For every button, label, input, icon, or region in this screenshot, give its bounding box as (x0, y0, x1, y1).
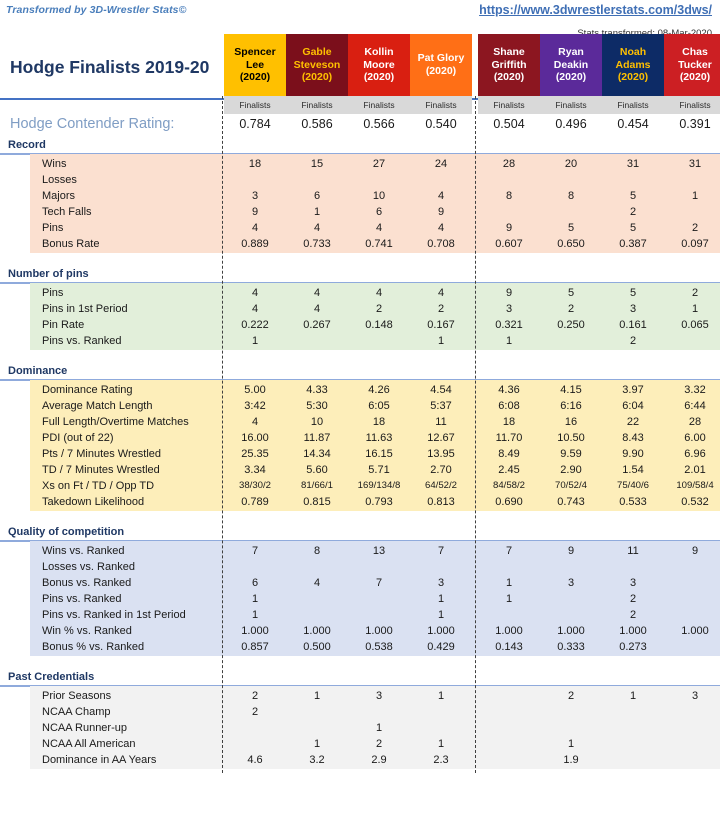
data-cell: 12.67 (427, 432, 455, 444)
data-cell: 5.71 (368, 464, 390, 476)
data-cell: 25.35 (241, 448, 269, 460)
data-cell: 1.000 (427, 625, 455, 637)
data-cell: 2 (375, 738, 383, 750)
data-cell: 4 (375, 222, 383, 234)
data-cell: 15 (310, 158, 324, 170)
column-subheader-7: Finalists (602, 96, 664, 114)
data-cell: 1 (437, 609, 445, 621)
data-cell: 1.000 (303, 625, 331, 637)
data-cell: 2.45 (498, 464, 520, 476)
data-cell: 0.532 (681, 496, 709, 508)
data-cell: 81/66/1 (300, 480, 333, 491)
data-cell: 1 (437, 738, 445, 750)
data-cell: 2 (629, 593, 637, 605)
data-cell: 6 (251, 577, 259, 589)
data-cell: 6.96 (684, 448, 706, 460)
data-cell: 4.54 (430, 384, 452, 396)
row-label: Bonus vs. Ranked (42, 577, 132, 589)
data-cell: 2 (437, 303, 445, 315)
wrestler-year: (2020) (239, 71, 271, 84)
data-cell: 2.01 (684, 464, 706, 476)
wrestler-last-name: Steveson (293, 58, 341, 71)
data-cell: 3.32 (684, 384, 706, 396)
data-cell: 3 (437, 577, 445, 589)
data-cell: 0.161 (619, 319, 647, 331)
data-cell: 1 (251, 609, 259, 621)
data-cell: 2.70 (430, 464, 452, 476)
data-cell: 5.60 (306, 464, 328, 476)
row-label: NCAA All American (42, 738, 136, 750)
wrestler-first-name: Kollin (364, 46, 394, 59)
data-cell: 2 (567, 690, 575, 702)
data-cell: 13 (372, 545, 386, 557)
row-label: Pins vs. Ranked (42, 593, 122, 605)
rating-value-1: 0.784 (239, 117, 271, 131)
row-label: Takedown Likelihood (42, 496, 145, 508)
data-cell: 8.43 (622, 432, 644, 444)
data-cell: 11.87 (303, 432, 331, 444)
row-label: Pins in 1st Period (42, 303, 128, 315)
data-cell: 3 (567, 577, 575, 589)
wrestler-last-name: Griffith (491, 58, 527, 71)
data-cell: 5 (567, 287, 575, 299)
data-cell: 2.3 (433, 754, 449, 766)
data-cell: 1 (437, 593, 445, 605)
row-label: Pts / 7 Minutes Wrestled (42, 448, 162, 460)
data-cell: 4.36 (498, 384, 520, 396)
data-cell: 22 (626, 416, 640, 428)
row-label: Tech Falls (42, 206, 92, 218)
data-cell: 31 (688, 158, 702, 170)
row-label: Losses (42, 174, 77, 186)
column-header-5[interactable] (478, 34, 540, 96)
data-cell: 6:16 (560, 400, 582, 412)
data-cell: 9 (567, 545, 575, 557)
data-cell: 8 (313, 545, 321, 557)
data-cell: 3 (629, 303, 637, 315)
row-label: Prior Seasons (42, 690, 112, 702)
wrestler-year: (2020) (679, 71, 711, 84)
data-cell: 9 (251, 206, 259, 218)
data-cell: 4 (437, 190, 445, 202)
data-cell: 11 (435, 416, 447, 428)
data-cell: 4 (313, 222, 321, 234)
section-label-number-of-pins: Number of pins (8, 268, 89, 280)
data-cell: 18 (502, 416, 516, 428)
rating-value-2: 0.586 (301, 117, 333, 131)
column-header-2[interactable] (286, 34, 348, 96)
data-cell: 1.54 (622, 464, 644, 476)
data-cell: 1 (437, 335, 445, 347)
data-cell: 1 (629, 690, 637, 702)
data-cell: 4.26 (368, 384, 390, 396)
data-cell: 0.148 (365, 319, 393, 331)
column-subheader-5: Finalists (478, 96, 540, 114)
data-cell: 4 (251, 416, 259, 428)
data-cell: 11.63 (365, 432, 393, 444)
data-cell: 2 (691, 222, 699, 234)
data-cell: 0.857 (241, 641, 269, 653)
data-cell: 4.6 (247, 754, 263, 766)
data-cell: 4 (375, 287, 383, 299)
brand-label: Transformed by 3D-Wrestler Stats© (6, 4, 187, 16)
row-label: PDI (out of 22) (42, 432, 114, 444)
data-cell: 1.000 (241, 625, 269, 637)
data-cell: 3 (251, 190, 259, 202)
rating-value-8: 0.391 (679, 117, 711, 131)
row-label: TD / 7 Minutes Wrestled (42, 464, 160, 476)
data-cell: 10 (310, 416, 324, 428)
wrestler-last-name: Lee (245, 58, 265, 71)
data-cell: 8.49 (498, 448, 520, 460)
wrestler-year: (2020) (493, 71, 525, 84)
rating-value-3: 0.566 (363, 117, 395, 131)
column-subheader-6: Finalists (540, 96, 602, 114)
data-cell: 70/52/4 (554, 480, 587, 491)
column-subheader-4: Finalists (410, 96, 472, 114)
column-subheader-2: Finalists (286, 96, 348, 114)
data-cell: 0.813 (427, 496, 455, 508)
data-cell: 1.000 (681, 625, 709, 637)
wrestler-year: (2020) (363, 71, 395, 84)
rating-value-5: 0.504 (493, 117, 525, 131)
data-cell: 0.733 (303, 238, 331, 250)
column-header-3[interactable] (348, 34, 410, 96)
data-cell: 18 (372, 416, 386, 428)
section-label-quality-of-competition: Quality of competition (8, 526, 125, 538)
data-cell: 6 (375, 206, 383, 218)
data-cell: 10 (372, 190, 386, 202)
data-cell: 16.00 (241, 432, 269, 444)
data-cell: 0.321 (495, 319, 523, 331)
data-cell: 2 (629, 206, 637, 218)
data-cell: 3 (505, 303, 513, 315)
data-cell: 0.815 (303, 496, 331, 508)
data-cell: 0.333 (557, 641, 585, 653)
section-label-past-credentials: Past Credentials (8, 671, 95, 683)
data-cell: 1 (505, 577, 513, 589)
column-group-divider-2 (475, 96, 476, 773)
data-cell: 0.650 (557, 238, 585, 250)
data-cell: 18 (248, 158, 262, 170)
data-cell: 8 (567, 190, 575, 202)
rating-value-4: 0.540 (425, 117, 457, 131)
data-cell: 5 (567, 222, 575, 234)
row-label: Dominance Rating (42, 384, 133, 396)
data-cell: 9.59 (560, 448, 582, 460)
row-label: Average Match Length (42, 400, 153, 412)
data-cell: 4.33 (306, 384, 328, 396)
wrestler-first-name: Ryan (558, 46, 584, 59)
data-cell: 1.000 (557, 625, 585, 637)
wrestler-year: (2020) (555, 71, 587, 84)
data-cell: 4 (251, 303, 259, 315)
data-cell: 2.90 (560, 464, 582, 476)
wrestler-year: (2020) (617, 71, 649, 84)
data-cell: 4 (251, 222, 259, 234)
data-cell: 0.607 (495, 238, 523, 250)
data-cell: 4 (437, 222, 445, 234)
data-cell: 7 (437, 545, 445, 557)
data-cell: 1 (375, 722, 383, 734)
data-cell: 2.9 (371, 754, 387, 766)
wrestler-last-name: Adams (615, 58, 651, 71)
data-cell: 1 (313, 690, 321, 702)
data-cell: 0.065 (681, 319, 709, 331)
column-header-7[interactable] (602, 34, 664, 96)
data-cell: 1 (251, 593, 259, 605)
data-cell: 0.889 (241, 238, 269, 250)
data-cell: 2 (629, 609, 637, 621)
wrestler-year: (2020) (301, 71, 333, 84)
section-label-record: Record (8, 139, 46, 151)
data-cell: 3.34 (244, 464, 266, 476)
data-cell: 0.222 (241, 319, 269, 331)
data-cell: 6:05 (368, 400, 390, 412)
data-cell: 3 (629, 577, 637, 589)
rating-value-7: 0.454 (617, 117, 649, 131)
data-cell: 31 (626, 158, 640, 170)
wrestler-first-name: Shane (493, 46, 525, 59)
row-label: Dominance in AA Years (42, 754, 157, 766)
site-url-link[interactable]: https://www.3dwrestlerstats.com/3dws/ (479, 3, 712, 17)
data-cell: 5 (629, 287, 637, 299)
data-cell: 3:42 (244, 400, 266, 412)
wrestler-first-name: Spencer (234, 46, 276, 59)
row-label: Wins (42, 158, 67, 170)
row-label: Losses vs. Ranked (42, 561, 135, 573)
data-cell: 3.97 (622, 384, 644, 396)
data-cell: 0.533 (619, 496, 647, 508)
data-cell: 75/40/6 (616, 480, 649, 491)
data-cell: 0.538 (365, 641, 393, 653)
section-label-dominance: Dominance (8, 365, 68, 377)
data-cell: 1 (251, 335, 259, 347)
data-cell: 0.143 (495, 641, 523, 653)
wrestler-last-name: Tucker (678, 58, 712, 71)
wrestler-last-name: Deakin (553, 58, 589, 71)
data-cell: 169/134/8 (357, 480, 401, 491)
data-cell: 0.167 (427, 319, 455, 331)
column-subheader-1: Finalists (224, 96, 286, 114)
data-cell: 9.90 (622, 448, 644, 460)
data-cell: 1.000 (365, 625, 393, 637)
data-cell: 11 (627, 545, 639, 557)
data-cell: 6.00 (684, 432, 706, 444)
data-cell: 7 (375, 577, 383, 589)
data-cell: 2 (375, 303, 383, 315)
column-header-1[interactable] (224, 34, 286, 96)
data-cell: 0.793 (365, 496, 393, 508)
data-cell: 5 (629, 190, 637, 202)
data-cell: 2 (629, 335, 637, 347)
data-cell: 0.267 (303, 319, 331, 331)
wrestler-first-name: Noah (619, 46, 647, 59)
wrestler-first-name: Gable (302, 46, 332, 59)
data-cell: 28 (502, 158, 516, 170)
data-cell: 4 (313, 577, 321, 589)
wrestler-last-name: Moore (363, 58, 395, 71)
data-cell: 5 (629, 222, 637, 234)
wrestler-first-name: Pat Glory (417, 52, 465, 65)
data-cell: 3 (691, 690, 699, 702)
data-cell: 20 (564, 158, 578, 170)
row-label: Pins vs. Ranked (42, 335, 122, 347)
row-label: Pin Rate (42, 319, 85, 331)
column-header-4[interactable] (410, 34, 472, 96)
data-cell: 4 (251, 287, 259, 299)
column-subheader-3: Finalists (348, 96, 410, 114)
rating-row-label: Hodge Contender Rating: (10, 116, 175, 132)
data-cell: 2 (251, 706, 259, 718)
data-cell: 0.708 (427, 238, 455, 250)
row-label: NCAA Runner-up (42, 722, 127, 734)
row-label: Bonus Rate (42, 238, 100, 250)
data-cell: 4 (313, 303, 321, 315)
data-cell: 9 (505, 287, 513, 299)
data-cell: 0.741 (365, 238, 393, 250)
data-cell: 7 (505, 545, 513, 557)
wrestler-first-name: Chas (682, 46, 708, 59)
data-cell: 84/58/2 (492, 480, 525, 491)
data-cell: 2 (567, 303, 575, 315)
data-cell: 16.15 (365, 448, 393, 460)
data-cell: 0.690 (495, 496, 523, 508)
data-cell: 1 (505, 593, 513, 605)
data-cell: 2 (691, 287, 699, 299)
data-cell: 2 (251, 690, 259, 702)
row-label: Win % vs. Ranked (42, 625, 132, 637)
data-cell: 64/52/2 (424, 480, 457, 491)
data-cell: 24 (434, 158, 448, 170)
data-cell: 6:04 (622, 400, 644, 412)
data-cell: 0.500 (303, 641, 331, 653)
data-cell: 0.250 (557, 319, 585, 331)
data-cell: 6 (313, 190, 321, 202)
data-cell: 10.50 (557, 432, 585, 444)
row-label: Pins vs. Ranked in 1st Period (42, 609, 186, 621)
data-cell: 9 (505, 222, 513, 234)
top-bar (0, 0, 720, 30)
data-cell: 0.743 (557, 496, 585, 508)
data-cell: 1 (437, 690, 445, 702)
column-header-6[interactable] (540, 34, 602, 96)
data-cell: 1.9 (563, 754, 579, 766)
data-cell: 1 (505, 335, 513, 347)
data-cell: 0.429 (427, 641, 455, 653)
data-cell: 5:37 (430, 400, 452, 412)
data-cell: 3 (375, 690, 383, 702)
data-cell: 14.34 (303, 448, 331, 460)
data-cell: 0.273 (619, 641, 647, 653)
row-label: Pins (42, 222, 64, 234)
data-cell: 8 (505, 190, 513, 202)
row-label: Pins (42, 287, 64, 299)
data-cell: 27 (372, 158, 386, 170)
column-header-8[interactable] (664, 34, 720, 96)
data-cell: 7 (251, 545, 259, 557)
data-cell: 1 (691, 190, 699, 202)
data-cell: 38/30/2 (238, 480, 271, 491)
column-subheader-8: Finalists (664, 96, 720, 114)
data-cell: 4.15 (560, 384, 582, 396)
data-cell: 6:08 (498, 400, 520, 412)
rating-value-6: 0.496 (555, 117, 587, 131)
row-label: Bonus % vs. Ranked (42, 641, 145, 653)
data-cell: 0.387 (619, 238, 647, 250)
data-cell: 9 (437, 206, 445, 218)
data-cell: 1.000 (495, 625, 523, 637)
data-cell: 5.00 (244, 384, 266, 396)
row-label: Majors (42, 190, 76, 202)
wrestler-year: (2020) (425, 65, 457, 77)
data-cell: 0.789 (241, 496, 269, 508)
column-group-divider-1 (222, 96, 223, 773)
data-cell: 9 (691, 545, 699, 557)
data-cell: 16 (564, 416, 578, 428)
data-cell: 4 (437, 287, 445, 299)
data-cell: 13.95 (427, 448, 455, 460)
data-cell: 109/58/4 (676, 480, 714, 491)
data-cell: 1 (313, 206, 321, 218)
data-cell: 1 (567, 738, 575, 750)
data-cell: 1 (691, 303, 699, 315)
data-cell: 28 (688, 416, 702, 428)
data-cell: 0.097 (681, 238, 709, 250)
page-title: Hodge Finalists 2019-20 (10, 57, 210, 77)
row-label: Full Length/Overtime Matches (42, 416, 189, 428)
row-label: Wins vs. Ranked (42, 545, 125, 557)
data-cell: 4 (313, 287, 321, 299)
data-cell: 1.000 (619, 625, 647, 637)
row-label: Xs on Ft / TD / Opp TD (42, 480, 155, 492)
data-cell: 11.70 (495, 432, 523, 444)
data-cell: 6:44 (684, 400, 706, 412)
row-label: NCAA Champ (42, 706, 111, 718)
data-cell: 5:30 (306, 400, 328, 412)
data-cell: 3.2 (309, 754, 325, 766)
data-cell: 1 (313, 738, 321, 750)
